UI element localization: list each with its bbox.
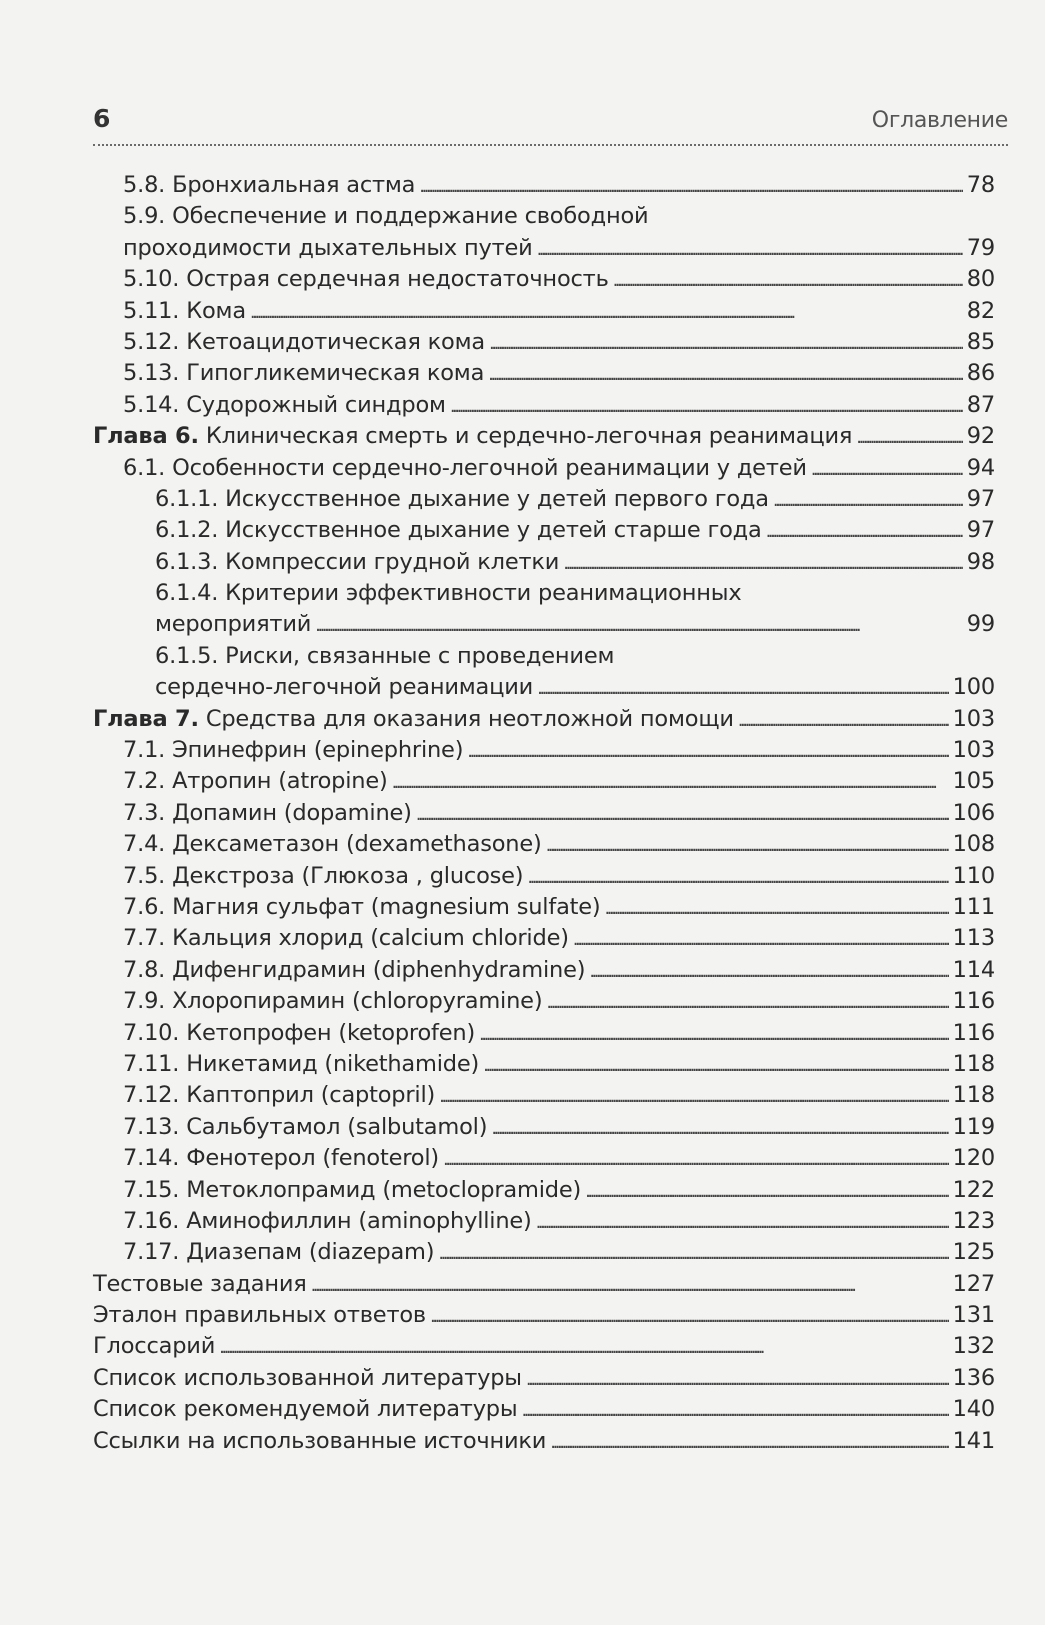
dot-leader	[438, 1237, 948, 1269]
toc-page-number: 87	[966, 391, 995, 418]
toc-page-number: 103	[952, 705, 995, 732]
toc-entry-title: Клиническая смерть и сердечно-легочная реанимация	[205, 423, 853, 450]
toc-page-number: 125	[952, 1239, 995, 1266]
dot-leader	[738, 704, 949, 736]
toc-line	[93, 923, 995, 954]
dot-leader	[613, 264, 963, 296]
toc-line	[93, 358, 995, 389]
dot-leader	[479, 1018, 949, 1050]
toc-entry-title: 7.16. Аминофиллин (aminophylline)	[123, 1207, 532, 1234]
toc-entry	[93, 923, 995, 954]
dot-leader	[311, 1269, 949, 1301]
toc-entry	[93, 170, 995, 201]
dot-leader	[537, 233, 963, 265]
dot-leader	[766, 515, 963, 547]
toc-line	[93, 672, 995, 703]
toc-entry-title: 7.14. Фенотерол (fenoterol)	[123, 1145, 440, 1172]
toc-page-number: 100	[952, 674, 995, 701]
toc-line	[93, 264, 995, 295]
toc-page-number: 118	[952, 1050, 995, 1077]
toc-entry	[93, 453, 995, 484]
toc-entry	[93, 201, 995, 264]
toc-entry-title: 6.1.4. Критерии эффективности реанимационных	[155, 580, 742, 607]
toc-entry	[93, 1237, 995, 1268]
dot-leader	[527, 861, 948, 893]
toc-page-number: 94	[966, 454, 995, 481]
toc-entry	[93, 327, 995, 358]
toc-line	[93, 1363, 995, 1394]
dot-leader	[589, 955, 948, 987]
toc-entry-title: 5.14. Судорожный синдром	[123, 391, 446, 418]
toc-page-number: 97	[966, 485, 995, 512]
toc-entry-title: 5.13. Гипогликемическая кома	[123, 360, 485, 387]
dot-leader	[536, 1206, 949, 1238]
toc-entry	[93, 1049, 995, 1080]
toc-entry	[93, 264, 995, 295]
toc-page-number: 80	[966, 266, 995, 293]
toc-line	[93, 201, 995, 232]
dot-leader	[537, 672, 949, 704]
toc-entry	[93, 1206, 995, 1237]
dot-leader	[773, 484, 963, 516]
table-of-contents	[93, 170, 995, 1457]
page-header	[93, 102, 1008, 146]
toc-line	[93, 1206, 995, 1237]
toc-line	[93, 986, 995, 1017]
toc-page-number: 106	[952, 799, 995, 826]
dot-leader	[450, 390, 963, 422]
toc-entry-title: 7.15. Метоклопрамид (metoclopramide)	[123, 1176, 582, 1203]
toc-entry-title: Список рекомендуемой литературы	[93, 1396, 518, 1423]
toc-entry	[93, 955, 995, 986]
toc-entry	[93, 1331, 995, 1362]
toc-page-number: 120	[952, 1145, 995, 1172]
toc-entry	[93, 704, 995, 735]
toc-page-number: 136	[952, 1364, 995, 1391]
dot-leader	[573, 923, 949, 955]
toc-entry	[93, 861, 995, 892]
dot-leader	[526, 1363, 949, 1395]
toc-entry	[93, 547, 995, 578]
chapter-label: Глава 7.	[93, 705, 199, 732]
toc-entry-title: 7.8. Дифенгидрамин (diphenhydramine)	[123, 956, 586, 983]
toc-line	[93, 829, 995, 860]
toc-entry-title: Средства для оказания неотложной помощи	[205, 705, 734, 732]
toc-entry-title: 6.1.5. Риски, связанные с проведением	[155, 642, 615, 669]
toc-page-number: 116	[952, 988, 995, 1015]
dot-leader	[439, 1080, 949, 1112]
toc-line	[93, 798, 995, 829]
toc-entry-title: Глоссарий	[93, 1333, 216, 1360]
toc-line	[93, 1269, 995, 1300]
toc-entry-title: 5.12. Кетоацидотическая кома	[123, 328, 485, 355]
toc-line	[93, 1143, 995, 1174]
dot-leader	[563, 547, 963, 579]
dot-leader	[550, 1426, 948, 1458]
toc-page-number: 131	[952, 1302, 995, 1329]
toc-page-number: 105	[952, 768, 995, 795]
dot-leader	[811, 453, 963, 485]
dot-leader	[430, 1300, 949, 1332]
toc-entry-title: 5.10. Острая сердечная недостаточность	[123, 266, 609, 293]
toc-entry	[93, 641, 995, 704]
toc-entry-title: проходимости дыхательных путей	[123, 234, 533, 261]
dot-leader	[467, 735, 948, 767]
toc-entry-title: 7.12. Каптоприл (captopril)	[123, 1082, 436, 1109]
toc-page-number: 122	[952, 1176, 995, 1203]
toc-page-number: 111	[952, 893, 995, 920]
dot-leader	[489, 327, 963, 359]
toc-entry-title: Список использованной литературы	[93, 1364, 522, 1391]
toc-entry	[93, 892, 995, 923]
toc-page-number: 86	[966, 360, 995, 387]
toc-entry-title: мероприятий	[155, 611, 312, 638]
dot-leader	[605, 892, 949, 924]
toc-page-number: 132	[952, 1333, 995, 1360]
chapter-label: Глава 6.	[93, 423, 199, 450]
toc-entry-title: сердечно-легочной реанимации	[155, 674, 534, 701]
toc-entry	[93, 515, 995, 546]
dot-leader	[856, 421, 963, 453]
toc-entry-title: 6.1.2. Искусственное дыхание у детей старше года	[155, 517, 762, 544]
toc-page-number: 97	[966, 517, 995, 544]
toc-entry-title: 5.8. Бронхиальная астма	[123, 172, 416, 198]
dot-leader	[219, 1331, 949, 1363]
toc-page-number: 118	[952, 1082, 995, 1109]
toc-line	[93, 766, 995, 797]
dot-leader	[488, 358, 963, 390]
toc-entry	[93, 798, 995, 829]
dot-leader	[250, 296, 963, 328]
toc-page-number: 98	[966, 548, 995, 575]
toc-entry	[93, 296, 995, 327]
toc-page-number: 92	[966, 423, 995, 450]
toc-entry	[93, 1363, 995, 1394]
toc-page-number: 79	[966, 234, 995, 261]
toc-entry-title: 7.9. Хлоропирамин (chloropyramine)	[123, 988, 543, 1015]
toc-line	[93, 1394, 995, 1425]
toc-entry	[93, 1175, 995, 1206]
toc-entry	[93, 735, 995, 766]
dot-leader	[443, 1143, 949, 1175]
toc-entry	[93, 358, 995, 389]
toc-entry	[93, 1112, 995, 1143]
dot-leader	[546, 829, 949, 861]
dot-leader	[491, 1112, 948, 1144]
toc-line	[93, 1175, 995, 1206]
toc-entry-title: 6.1. Особенности сердечно-легочной реанимации у детей	[123, 454, 807, 481]
toc-entry	[93, 829, 995, 860]
toc-line	[93, 390, 995, 421]
toc-entry-title: 7.3. Допамин (dopamine)	[123, 799, 412, 826]
toc-entry	[93, 578, 995, 641]
toc-entry	[93, 1300, 995, 1331]
toc-line	[93, 1331, 995, 1362]
toc-entry	[93, 1080, 995, 1111]
toc-line	[93, 704, 995, 735]
toc-page-number: 82	[966, 297, 995, 324]
toc-page-number: 110	[952, 862, 995, 889]
toc-entry-title: 7.17. Диазепам (diazepam)	[123, 1239, 435, 1266]
toc-line	[93, 233, 995, 264]
dot-leader	[483, 1049, 949, 1081]
toc-entry-title: 5.11. Кома	[123, 297, 246, 324]
toc-entry-title: 7.10. Кетопрофен (ketoprofen)	[123, 1019, 476, 1046]
toc-line	[93, 735, 995, 766]
toc-page-number: 108	[952, 831, 995, 858]
toc-line	[93, 609, 995, 640]
toc-line	[93, 327, 995, 358]
toc-line	[93, 1018, 995, 1049]
dot-leader	[315, 609, 963, 641]
toc-page-number: 78	[966, 172, 995, 198]
toc-entry-title: Тестовые задания	[93, 1270, 307, 1297]
dot-leader	[585, 1175, 949, 1207]
toc-page-number: 140	[952, 1396, 995, 1423]
toc-page-number: 103	[952, 737, 995, 764]
toc-entry-title: 7.4. Дексаметазон (dexamethasone)	[123, 831, 542, 858]
toc-line	[93, 484, 995, 515]
toc-line	[93, 515, 995, 546]
toc-entry-title: Эталон правильных ответов	[93, 1302, 426, 1329]
toc-line	[93, 955, 995, 986]
toc-line	[93, 170, 995, 201]
toc-line	[93, 421, 995, 452]
toc-page-number: 116	[952, 1019, 995, 1046]
toc-page-number: 99	[966, 611, 995, 638]
toc-page-number: 127	[952, 1270, 995, 1297]
page-number: 6	[93, 104, 111, 133]
toc-entry	[93, 1143, 995, 1174]
toc-entry	[93, 421, 995, 452]
toc-entry-title: 7.7. Кальция хлорид (calcium chloride)	[123, 925, 569, 952]
toc-page-number: 113	[952, 925, 995, 952]
toc-entry-title: 7.2. Атропин (atropine)	[123, 768, 388, 795]
toc-line	[93, 547, 995, 578]
dot-leader	[419, 170, 963, 202]
toc-line	[93, 641, 995, 672]
toc-line	[93, 1237, 995, 1268]
toc-page-number: 141	[952, 1427, 995, 1454]
toc-entry-title: 5.9. Обеспечение и поддержание свободной	[123, 203, 649, 230]
dot-leader	[416, 798, 949, 830]
dot-leader	[546, 986, 948, 1018]
dot-leader	[521, 1394, 948, 1426]
toc-entry-title: 7.5. Декстроза (Глюкоза , glucose)	[123, 862, 524, 889]
toc-entry-title: Ссылки на использованные источники	[93, 1427, 547, 1454]
toc-entry-title: 7.1. Эпинефрин (epinephrine)	[123, 737, 464, 764]
toc-entry	[93, 484, 995, 515]
toc-entry	[93, 390, 995, 421]
toc-entry-title: 7.6. Магния сульфат (magnesium sulfate)	[123, 893, 601, 920]
toc-line	[93, 1080, 995, 1111]
toc-line	[93, 1426, 995, 1457]
toc-line	[93, 1300, 995, 1331]
toc-entry	[93, 1426, 995, 1457]
toc-entry	[93, 986, 995, 1017]
toc-line	[93, 861, 995, 892]
toc-entry-title: 6.1.3. Компрессии грудной клетки	[155, 548, 560, 575]
dot-leader	[392, 766, 949, 798]
toc-line	[93, 453, 995, 484]
toc-page-number: 123	[952, 1207, 995, 1234]
toc-line	[93, 892, 995, 923]
toc-entry	[93, 1018, 995, 1049]
toc-line	[93, 1049, 995, 1080]
toc-line	[93, 578, 995, 609]
toc-page-number: 114	[952, 956, 995, 983]
toc-entry	[93, 1394, 995, 1425]
toc-line	[93, 296, 995, 327]
toc-entry-title: 7.11. Никетамид (nikethamide)	[123, 1050, 480, 1077]
toc-entry-title: 7.13. Сальбутамол (salbutamol)	[123, 1113, 488, 1140]
toc-page-number: 85	[966, 328, 995, 355]
toc-entry-title: 6.1.1. Искусственное дыхание у детей первого года	[155, 485, 769, 512]
toc-line	[93, 1112, 995, 1143]
toc-entry	[93, 766, 995, 797]
toc-page-number: 119	[952, 1113, 995, 1140]
toc-entry	[93, 1269, 995, 1300]
running-title: Оглавление	[871, 108, 1008, 133]
